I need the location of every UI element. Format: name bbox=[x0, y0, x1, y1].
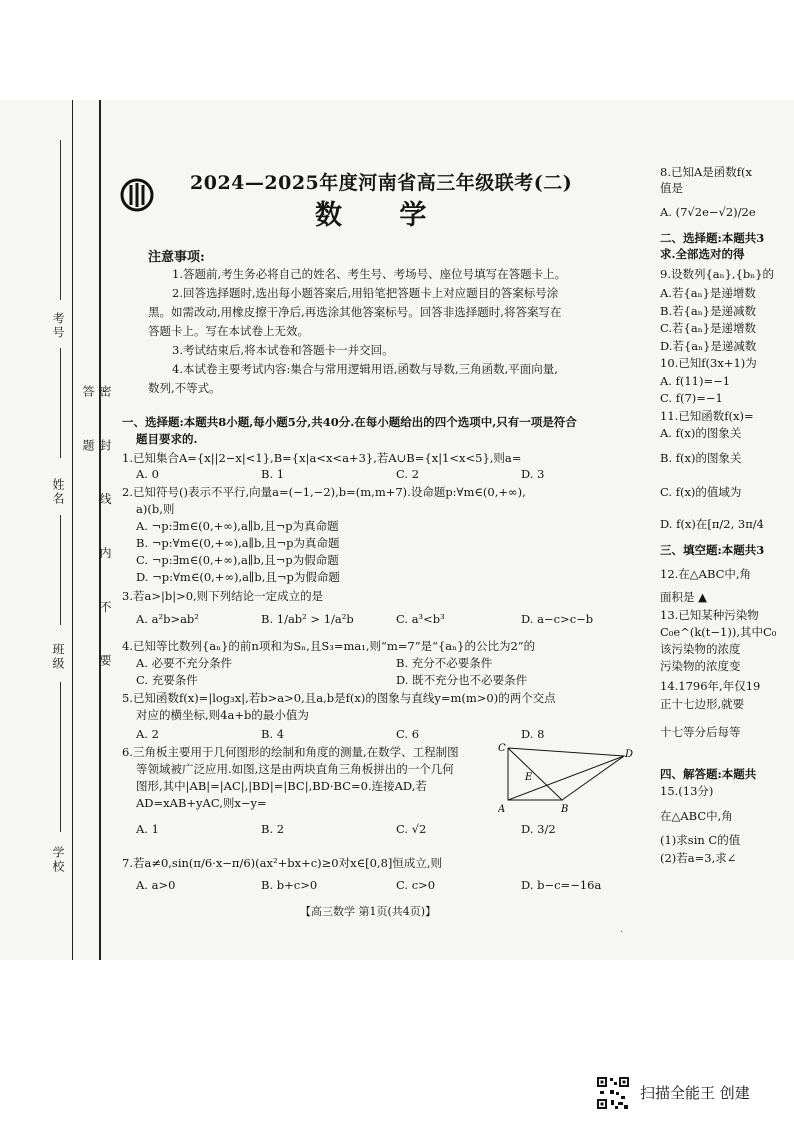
section-1-heading-cont: 题目要求的. bbox=[136, 432, 198, 446]
q6-option-b: B. 2 bbox=[261, 822, 285, 836]
q3-option-c: C. a³<b³ bbox=[396, 612, 445, 626]
label-banji: 班级 bbox=[51, 643, 65, 671]
kaohao-underline bbox=[60, 140, 61, 300]
next-page-line: 正十七边形,就要 bbox=[660, 697, 745, 711]
figure-label-b: B bbox=[561, 804, 569, 815]
q6-option-d: D. 3/2 bbox=[521, 822, 556, 836]
next-page-line: A.若{aₙ}是递增数 bbox=[660, 286, 756, 300]
q4-option-c: C. 充要条件 bbox=[136, 673, 198, 687]
notice-line-4: 答题卡上。写在本试卷上无效。 bbox=[148, 324, 309, 338]
xuexiao-underline bbox=[60, 682, 61, 832]
next-page-line: (2)若a=3,求∠ bbox=[660, 851, 737, 865]
notice-line-5: 3.考试结束后,将本试卷和答题卡一并交回。 bbox=[172, 343, 394, 357]
next-page-line: 9.设数列{aₙ},{bₙ}的 bbox=[660, 267, 775, 281]
q2-option-b: B. ¬p:∀m∈(0,+∞),a∥b,且¬p为真命题 bbox=[136, 536, 340, 550]
q2-option-a: A. ¬p:∃m∈(0,+∞),a∥b,且¬p为真命题 bbox=[136, 519, 339, 533]
subject-title: 数 学 bbox=[315, 200, 451, 231]
next-page-line: B. f(x)的图象关 bbox=[660, 451, 742, 465]
next-page-line: C.若{aₙ}是递增数 bbox=[660, 321, 757, 335]
question-4-stem: 4.已知等比数列{aₙ}的前n项和为Sₙ,且S₃=ma₁,则“m=7”是“{aₙ}的公比为2”的 bbox=[122, 639, 536, 653]
q5-option-b: B. 4 bbox=[261, 727, 285, 741]
notice-line-6: 4.本试卷主要考试内容:集合与常用逻辑用语,函数与导数,三角函数,平面向量, bbox=[172, 362, 558, 376]
question-2-stem-cont: a)(b,则 bbox=[136, 502, 175, 516]
question-5-stem-cont: 对应的横坐标,则4a+b的最小值为 bbox=[136, 708, 309, 722]
banji-underline bbox=[60, 515, 61, 625]
notice-heading: 注意事项: bbox=[148, 250, 205, 265]
question-6-line-3: 图形,其中|AB|=|AC|,|BD|=|BC|,BD·BC=0.连接AD,若 bbox=[136, 779, 427, 793]
figure-label-d: D bbox=[625, 749, 634, 760]
q3-option-d: D. a−c>c−b bbox=[521, 612, 594, 626]
next-page-line: (1)求sin C的值 bbox=[660, 833, 741, 847]
question-6-line-4: AD=xAB+yAC,则x−y= bbox=[136, 796, 267, 810]
section-1-heading: 一、选择题:本题共8小题,每小题5分,共40分.在每小题给出的四个选项中,只有一项是符合 bbox=[122, 415, 577, 429]
next-page-line: 污染物的浓度变 bbox=[660, 659, 741, 673]
next-page-line: 12.在△ABC中,角 bbox=[660, 567, 752, 581]
next-page-line: D. f(x)在[π/2, 3π/4 bbox=[660, 517, 764, 531]
label-xingming: 姓名 bbox=[51, 478, 65, 506]
q3-option-a: A. a²b>ab² bbox=[136, 612, 199, 626]
xingming-underline bbox=[60, 348, 61, 458]
next-page-line: 求.全部选对的得 bbox=[660, 247, 745, 261]
next-page-line: C. f(x)的值域为 bbox=[660, 485, 742, 499]
q7-option-d: D. b−c=−16a bbox=[521, 878, 602, 892]
question-6-figure bbox=[498, 742, 634, 818]
question-7-stem: 7.若a≠0,sin(π/6·x−π/6)(ax²+bx+c)≥0对x∈[0,8]恒成立,则 bbox=[122, 856, 443, 870]
q2-option-c: C. ¬p:∃m∈(0,+∞),a∥b,且¬p为假命题 bbox=[136, 553, 339, 567]
q5-option-a: A. 2 bbox=[136, 727, 159, 741]
next-page-line: 10.已知f(3x+1)为 bbox=[660, 356, 757, 370]
figure-label-a: A bbox=[498, 804, 506, 815]
q6-option-a: A. 1 bbox=[136, 822, 159, 836]
q1-option-b: B. 1 bbox=[261, 467, 285, 481]
question-1-stem: 1.已知集合A={x||2−x|<1},B={x|a<x<a+3},若A∪B={x|1<x<5},则a= bbox=[122, 451, 522, 465]
next-page-line: 8.已知A是函数f(x bbox=[660, 165, 753, 179]
question-2-stem: 2.已知符号()表示不平行,向量a=(−1,−2),b=(m,m+7).设命题p:∀m∈(0,+∞), bbox=[122, 485, 526, 499]
q5-option-d: D. 8 bbox=[521, 727, 545, 741]
next-page-line: A. (7√2e−√2)/2e bbox=[660, 205, 756, 219]
q6-option-c: C. √2 bbox=[396, 822, 427, 836]
q7-option-b: B. b+c>0 bbox=[261, 878, 318, 892]
next-page-line: C. f(7)=−1 bbox=[660, 391, 723, 405]
next-page-line: 二、选择题:本题共3 bbox=[660, 231, 765, 245]
q1-option-c: C. 2 bbox=[396, 467, 420, 481]
next-page-line: 面积是 ▲ bbox=[660, 590, 707, 604]
next-page-line: D.若{aₙ}是递减数 bbox=[660, 339, 757, 353]
question-7-options bbox=[136, 878, 636, 895]
q2-option-d: D. ¬p:∀m∈(0,+∞),a∥b,且¬p为假命题 bbox=[136, 570, 340, 584]
notice-line-7: 数列,不等式。 bbox=[148, 381, 221, 395]
figure-label-e: E bbox=[525, 772, 533, 783]
next-page-line: 11.已知函数f(x)= bbox=[660, 409, 754, 423]
q4-option-d: D. 既不充分也不必要条件 bbox=[396, 673, 528, 687]
next-page-line: C₀e^(k(t−1)),其中C₀ bbox=[660, 625, 777, 639]
question-4-options-row2 bbox=[136, 672, 636, 689]
exam-title: 2024—2025年度河南省高三年级联考(二) bbox=[190, 172, 573, 194]
question-1-options bbox=[136, 467, 636, 484]
q4-option-b: B. 充分不必要条件 bbox=[396, 656, 493, 670]
q7-option-a: A. a>0 bbox=[136, 878, 176, 892]
next-page-line: 15.(13分) bbox=[660, 784, 714, 798]
next-page-line: 值是 bbox=[660, 181, 683, 195]
scanner-watermark: 扫描全能王 创建 bbox=[640, 1084, 750, 1102]
next-page-line: 13.已知某种污染物 bbox=[660, 608, 759, 622]
next-page-line: B.若{aₙ}是递减数 bbox=[660, 304, 757, 318]
next-page-line: A. f(11)=−1 bbox=[660, 374, 731, 388]
q4-option-a: A. 必要不充分条件 bbox=[136, 656, 233, 670]
next-page-line: 十七等分后每等 bbox=[660, 725, 741, 739]
binding-line-outer bbox=[72, 100, 73, 960]
page-footer: 【高三数学 第1页(共4页)】 bbox=[300, 905, 437, 918]
q1-option-d: D. 3 bbox=[521, 467, 545, 481]
next-page-line: 四、解答题:本题共 bbox=[660, 767, 757, 781]
top-margin bbox=[0, 0, 794, 100]
next-page-line: 14.1796年,年仅19 bbox=[660, 679, 761, 693]
question-6-options bbox=[136, 822, 636, 839]
label-xuexiao: 学校 bbox=[51, 846, 65, 874]
footer-mark: · bbox=[620, 927, 624, 938]
question-3-stem: 3.若a>|b|>0,则下列结论一定成立的是 bbox=[122, 589, 324, 603]
publisher-logo bbox=[120, 178, 154, 212]
seal-warning: 密 封 线 内 不 要 答 题 bbox=[81, 385, 112, 686]
figure-label-c: C bbox=[498, 743, 506, 754]
question-6-line-1: 6.三角板主要用于几何图形的绘制和角度的测量,在数学、工程制图 bbox=[122, 745, 459, 759]
q3-option-b: B. 1/ab² > 1/a²b bbox=[261, 612, 354, 626]
question-6-line-2: 等领域被广泛应用.如图,这是由两块直角三角板拼出的一个几何 bbox=[136, 762, 454, 776]
question-5-stem: 5.已知函数f(x)=|log₃x|,若b>a>0,且a,b是f(x)的图象与直线y=m(m>0)的两个交点 bbox=[122, 691, 556, 705]
question-4-options-row1 bbox=[136, 655, 636, 672]
notice-line-2: 2.回答选择题时,选出每小题答案后,用铅笔把答题卡上对应题目的答案标号涂 bbox=[172, 286, 559, 300]
q7-option-c: C. c>0 bbox=[396, 878, 436, 892]
next-page-line: 三、填空题:本题共3 bbox=[660, 543, 765, 557]
question-3-options bbox=[136, 612, 636, 629]
notice-line-1: 1.答题前,考生务必将自己的姓名、考生号、考场号、座位号填写在答题卡上。 bbox=[172, 267, 567, 281]
next-page-line: 该污染物的浓度 bbox=[660, 642, 741, 656]
notice-line-3: 黑。如需改动,用橡皮擦干净后,再选涂其他答案标号。回答非选择题时,将答案写在 bbox=[148, 305, 562, 319]
label-kaohao: 考号 bbox=[51, 312, 65, 340]
next-page-line: 在△ABC中,角 bbox=[660, 809, 733, 823]
next-page-line: A. f(x)的图象关 bbox=[660, 426, 742, 440]
q1-option-a: A. 0 bbox=[136, 467, 159, 481]
q5-option-c: C. 6 bbox=[396, 727, 420, 741]
qr-code-icon bbox=[596, 1076, 630, 1110]
